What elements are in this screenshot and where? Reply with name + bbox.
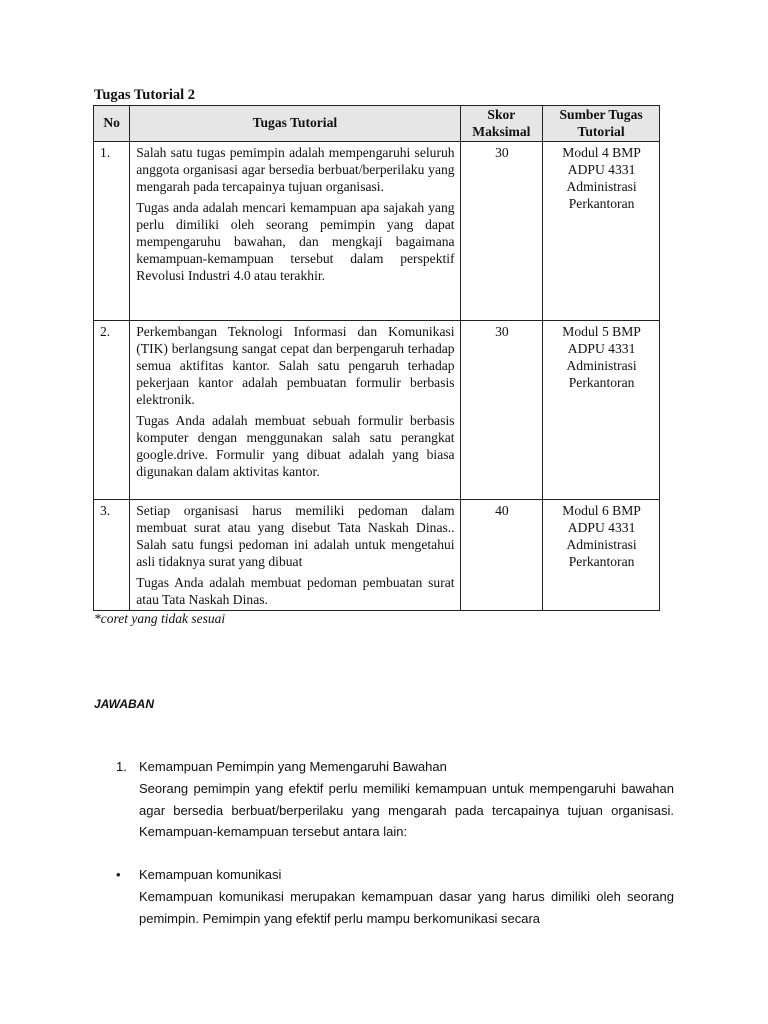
answer-item-title: Kemampuan Pemimpin yang Memengaruhi Bawahan [139, 759, 447, 774]
header-score: Skor Maksimal [460, 106, 543, 142]
max-score: 30 [460, 321, 543, 500]
task-paragraph: Tugas Anda adalah membuat sebuah formulir berbasis komputer dengan menggunakan salah satu perangkat google.drive. Formulir yang dibuat adalah yang biasa digunakan dalam aktivitas kantor. [136, 413, 455, 479]
table-row [94, 321, 660, 500]
table-row [94, 142, 660, 321]
task-table [93, 105, 660, 611]
table-row [94, 500, 660, 611]
answer-heading: JAWABAN [94, 697, 155, 711]
task-description [130, 500, 460, 611]
header-no: No [94, 106, 130, 142]
bullet-icon: • [116, 867, 121, 882]
task-paragraph: Salah satu tugas pemimpin adalah mempengaruhi seluruh anggota organisasi agar bersedia berbuat/berperilaku yang mengarah pada tercapainya tujuan organisasi. [136, 145, 455, 194]
table-footnote: *coret yang tidak sesuai [94, 611, 226, 626]
row-number: 2. [94, 321, 130, 500]
task-paragraph: Tugas Anda adalah membuat pedoman pembuatan surat atau Tata Naskah Dinas. [136, 575, 455, 607]
header-task: Tugas Tutorial [130, 106, 460, 142]
row-number: 1. [94, 142, 130, 321]
max-score: 30 [460, 142, 543, 321]
answer-bullet-body: Kemampuan komunikasi merupakan kemampuan dasar yang harus dimiliki oleh seorang pemimpin. Pemimpin yang efektif perlu mampu berkomunikasi secara [139, 888, 674, 926]
answer-bullet [139, 864, 674, 929]
answer-item-body: Seorang pemimpin yang efektif perlu memiliki kemampuan untuk mempengaruhi bawahan agar bersedia berbuat/berperilaku yang mengarah pada tercapainya tujuan organisasi. Kemampuan-kemampuan tersebut antara lain: [139, 780, 674, 840]
max-score: 40 [460, 500, 543, 611]
task-paragraph: Perkembangan Teknologi Informasi dan Komunikasi (TIK) berlangsung sangat cepat dan berpengaruh terhadap semua aktifitas kantor. Salah satu pengaruh terhadap pekerjaan kantor adalah pembuatan formulir berbasis elektronik. [136, 324, 455, 407]
table-header-row [94, 106, 660, 142]
task-source: Modul 4 BMP ADPU 4331 Administrasi Perkantoran [543, 142, 660, 321]
task-description [130, 321, 460, 500]
answer-item [139, 756, 674, 843]
list-number: 1. [116, 759, 127, 774]
answer-bullet-title: Kemampuan komunikasi [139, 867, 282, 882]
header-source: Sumber Tugas Tutorial [543, 106, 660, 142]
document-title: Tugas Tutorial 2 [94, 87, 196, 103]
task-source: Modul 6 BMP ADPU 4331 Administrasi Perkantoran [543, 500, 660, 611]
task-description [130, 142, 460, 321]
row-number: 3. [94, 500, 130, 611]
task-paragraph: Setiap organisasi harus memiliki pedoman dalam membuat surat atau yang disebut Tata Naskah Dinas.. Salah satu fungsi pedoman ini adalah untuk mengetahui asli tidaknya surat yang dibuat [136, 503, 455, 569]
task-source: Modul 5 BMP ADPU 4331 Administrasi Perkantoran [543, 321, 660, 500]
task-paragraph: Tugas anda adalah mencari kemampuan apa sajakah yang perlu dimiliki oleh seorang pemimpin yang dapat mempengaruhu bawahan, dan mengkaji bagaimana kemampuan-kemampuan tersebut dalam perspektif Revolusi Industri 4.0 atau terakhir. [136, 200, 455, 283]
